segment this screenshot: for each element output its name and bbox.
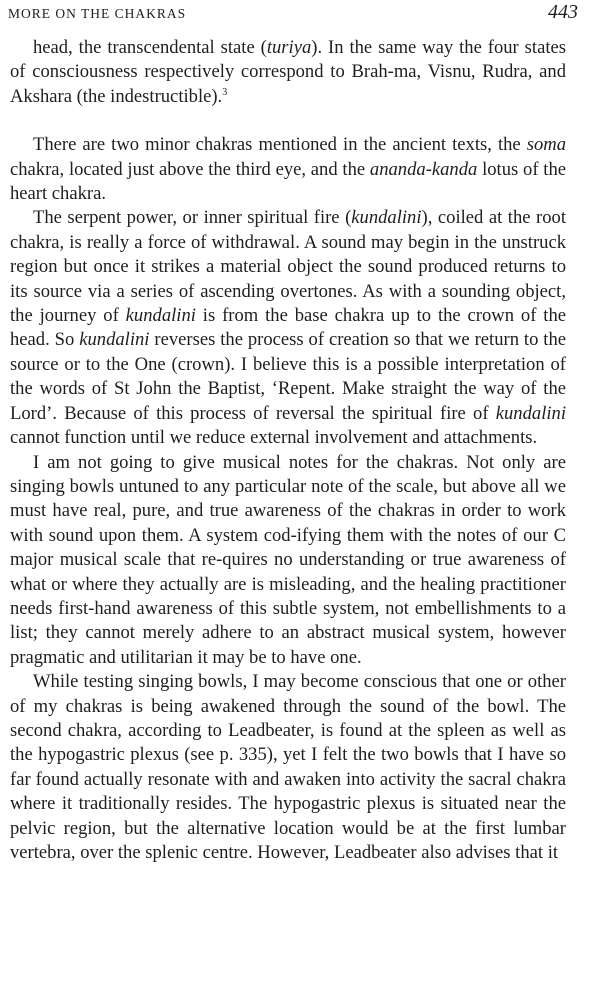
footnote-ref: 3 <box>222 86 228 98</box>
paragraph <box>10 133 566 206</box>
text-run: lotus of the heart chakra. <box>10 158 566 205</box>
page-number: 443 <box>548 1 578 23</box>
italic-term: soma <box>526 134 566 156</box>
text-run: ). In the same way the four states of consciousness respectively correspond to Brah-ma, Visnu, Rudra, and Akshara (the indestructible). <box>10 37 566 107</box>
italic-term: kundalini <box>351 207 422 229</box>
text-run: I am not going to give musical notes for the chakras. Not only are singing bowls untuned to any particular note of the scale, but above all we must have real, pure, and true awareness of the chakras in order to work with sound upon them. A system cod-ifying them with the notes of our C major musical scale that re-quires no understanding or true awareness of what or where they actually are is misleading, and the healing practitioner needs first-hand awareness of this subtle system, not embellishments to a list; they cannot merely adhere to an abstract musical system, however pragmatic and utilitarian it may be to have one. <box>10 451 566 668</box>
text-run: There are two minor chakras mentioned in the ancient texts, the <box>33 134 527 156</box>
text-run: cannot function until we reduce external involvement and attachments. <box>10 427 538 449</box>
paragraph <box>10 670 566 865</box>
body-text <box>10 36 566 865</box>
italic-term: kundalini <box>125 305 196 327</box>
text-run: head, the transcendental state ( <box>33 37 267 58</box>
text-run: ), coiled at the root chakra, is really a force of withdrawal. A sound may begin in the unstruck region but once it strikes a material object the sound produced returns to its source via a series of ascending overtones. As with a sounding object, the journey of <box>10 207 566 327</box>
paragraph <box>10 206 566 450</box>
italic-term: kundalini <box>495 402 566 424</box>
paragraph <box>10 451 566 671</box>
text-run: reverses the process of creation so that we return to the source or to the One (crown). I believe this is a possible interpretation of the words of St John the Baptist, ‘Repent. Make straight the way of the Lord’. Because of this process of reversal the spiritual fire of <box>10 329 567 424</box>
italic-term: ananda-kanda <box>369 158 478 180</box>
italic-term: kundalini <box>79 329 150 351</box>
running-head: MORE ON THE CHAKRAS <box>8 6 187 21</box>
text-run: chakra, located just above the third eye, and the <box>10 158 370 180</box>
paragraph <box>10 36 566 109</box>
italic-term: turiya <box>266 37 312 58</box>
text-run: The serpent power, or inner spiritual fire ( <box>33 207 352 229</box>
text-run: is from the base chakra up to the crown of the head. So <box>10 305 566 351</box>
text-run: While testing singing bowls, I may become conscious that one or other of my chakras is being awakened through the sound of the bowl. The second chakra, according to Leadbeater, is found at the spleen as well as the hypogastric plexus (see p. 335), yet I felt the two bowls that I have so far found actually resonate with and awaken into activity the sacral chakra where it traditionally resides. The hypogastric plexus is situated near the pelvic region, but the alternative location would be at the first lumbar vertebra, over the splenic centre. However, Leadbeater also advises that it <box>10 671 566 863</box>
